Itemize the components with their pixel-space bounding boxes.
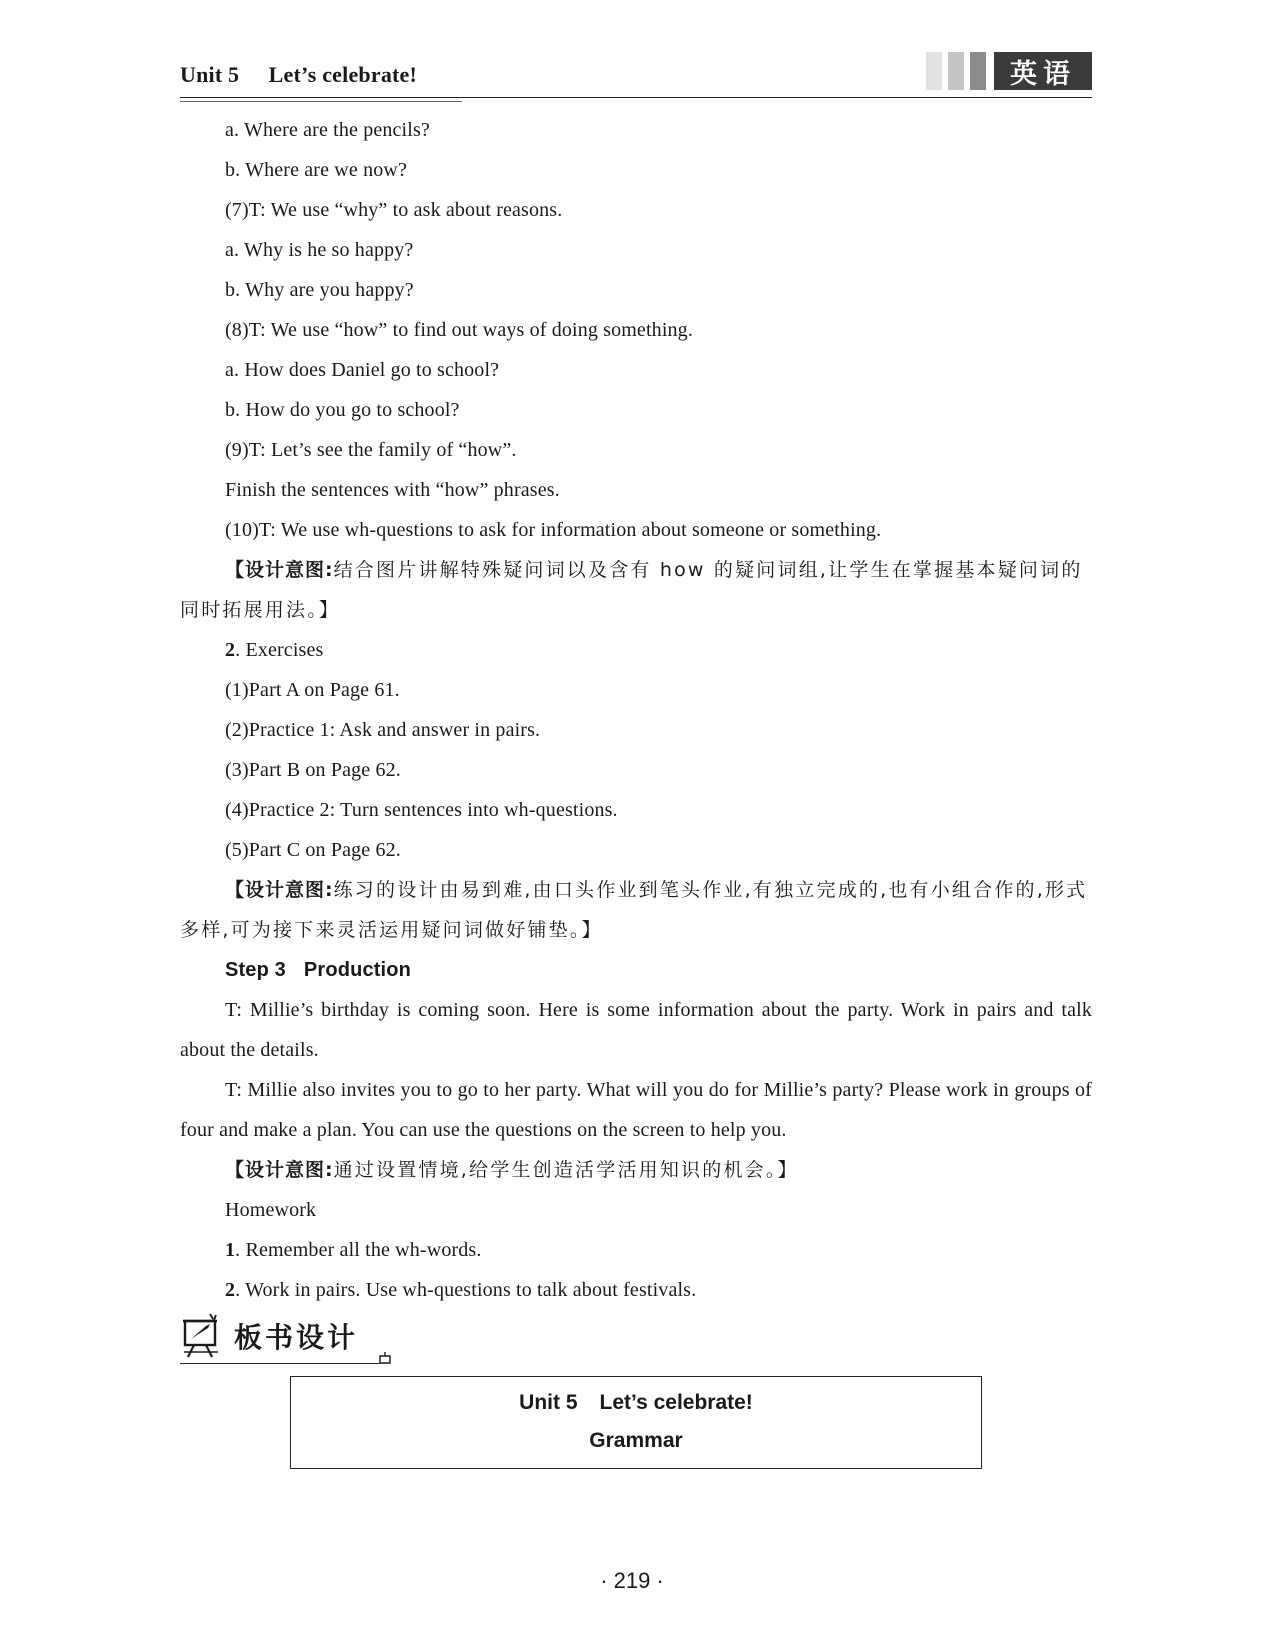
- exercise-item: (3)Part B on Page 62.: [225, 759, 401, 781]
- exercises-heading: [180, 630, 1092, 670]
- decor-bar: [948, 52, 964, 90]
- homework-item-number: 2: [225, 1279, 236, 1301]
- text-line: Finish the sentences with “how” phrases.: [225, 479, 560, 501]
- text-line: (7)T: We use “why” to ask about reasons.: [225, 199, 563, 221]
- homework-item-text: . Remember all the wh-words.: [235, 1239, 482, 1261]
- text-line: a. How does Daniel go to school?: [225, 359, 500, 381]
- blackboard-icon: [182, 1312, 222, 1358]
- board-design-heading: [180, 1312, 400, 1362]
- text-line: b. How do you go to school?: [225, 399, 460, 421]
- design-intent-note: [180, 1150, 1092, 1190]
- board-unit: Unit 5: [519, 1391, 578, 1414]
- text-line: b. Why are you happy?: [225, 279, 414, 301]
- board-title-text: Let’s celebrate!: [599, 1391, 753, 1414]
- board-design-title: 板书设计: [234, 1321, 359, 1354]
- design-intent-note: [180, 550, 1092, 630]
- decor-bar: [970, 52, 986, 90]
- board-heading-rule: [180, 1363, 380, 1364]
- paragraph: T: Millie also invites you to go to her party. What will you do for Millie’s party? Please work in groups of four and make a plan. You can use the questions on the screen to help you.: [180, 1079, 1092, 1141]
- main-content: [180, 110, 1092, 1310]
- paragraph: T: Millie’s birthday is coming soon. Here is some information about the party. Work in pairs and talk about the details.: [180, 999, 1092, 1061]
- header-rule-short: [180, 101, 462, 102]
- decor-bar: [926, 52, 942, 90]
- board-unit-title: [291, 1391, 981, 1415]
- text-line: (8)T: We use “how” to find out ways of doing something.: [225, 319, 693, 341]
- page-number: · 219 ·: [600, 1568, 664, 1593]
- step-heading: [180, 950, 1092, 990]
- homework-item: [180, 1270, 1092, 1310]
- subject-label: 英语: [994, 52, 1092, 90]
- exercise-item: (5)Part C on Page 62.: [225, 839, 401, 861]
- homework-heading: Homework: [225, 1199, 317, 1221]
- text-line: (10)T: We use wh-questions to ask for information about someone or something.: [225, 519, 882, 541]
- step-title: Production: [303, 959, 411, 981]
- exercise-item: (4)Practice 2: Turn sentences into wh-questions.: [225, 799, 618, 821]
- design-intent-note: [180, 870, 1092, 950]
- running-head: [180, 62, 417, 88]
- running-head-title: Let’s celebrate!: [268, 62, 418, 87]
- text-line: a. Where are the pencils?: [225, 119, 430, 141]
- design-intent-label: 【设计意图:: [225, 1159, 334, 1181]
- design-intent-label: 【设计意图:: [225, 879, 334, 901]
- design-intent-text: 结合图片讲解特殊疑问词以及含有 how 的疑问词组,让学生在掌握基本疑问词的同时拓展用法。】: [180, 559, 1083, 621]
- design-intent-label: 【设计意图:: [225, 559, 334, 581]
- design-intent-text: 练习的设计由易到难,由口头作业到笔头作业,有独立完成的,也有小组合作的,形式多样,可为接下来灵活运用疑问词做好铺垫。】: [180, 879, 1088, 941]
- section-title: . Exercises: [235, 639, 324, 661]
- design-intent-text: 通过设置情境,给学生创造活学活用知识的机会。】: [333, 1159, 799, 1181]
- blackboard-design-box: [290, 1376, 982, 1469]
- exercise-item: (2)Practice 1: Ask and answer in pairs.: [225, 719, 541, 741]
- text-line: (9)T: Let’s see the family of “how”.: [225, 439, 517, 461]
- page-header: [180, 50, 1092, 100]
- text-line: a. Why is he so happy?: [225, 239, 414, 261]
- text-line: b. Where are we now?: [225, 159, 407, 181]
- board-subtitle: Grammar: [589, 1429, 683, 1452]
- corner-mark-icon: [378, 1350, 392, 1364]
- running-head-unit: Unit 5: [180, 62, 240, 87]
- homework-item-text: . Work in pairs. Use wh-questions to talk about festivals.: [235, 1279, 697, 1301]
- header-rule: [180, 97, 1092, 98]
- homework-item-number: 1: [225, 1239, 236, 1261]
- step-label: Step 3: [225, 959, 286, 981]
- exercise-item: (1)Part A on Page 61.: [225, 679, 400, 701]
- section-number: 2: [225, 639, 236, 661]
- subject-tab: [926, 52, 1092, 90]
- homework-item: [180, 1230, 1092, 1270]
